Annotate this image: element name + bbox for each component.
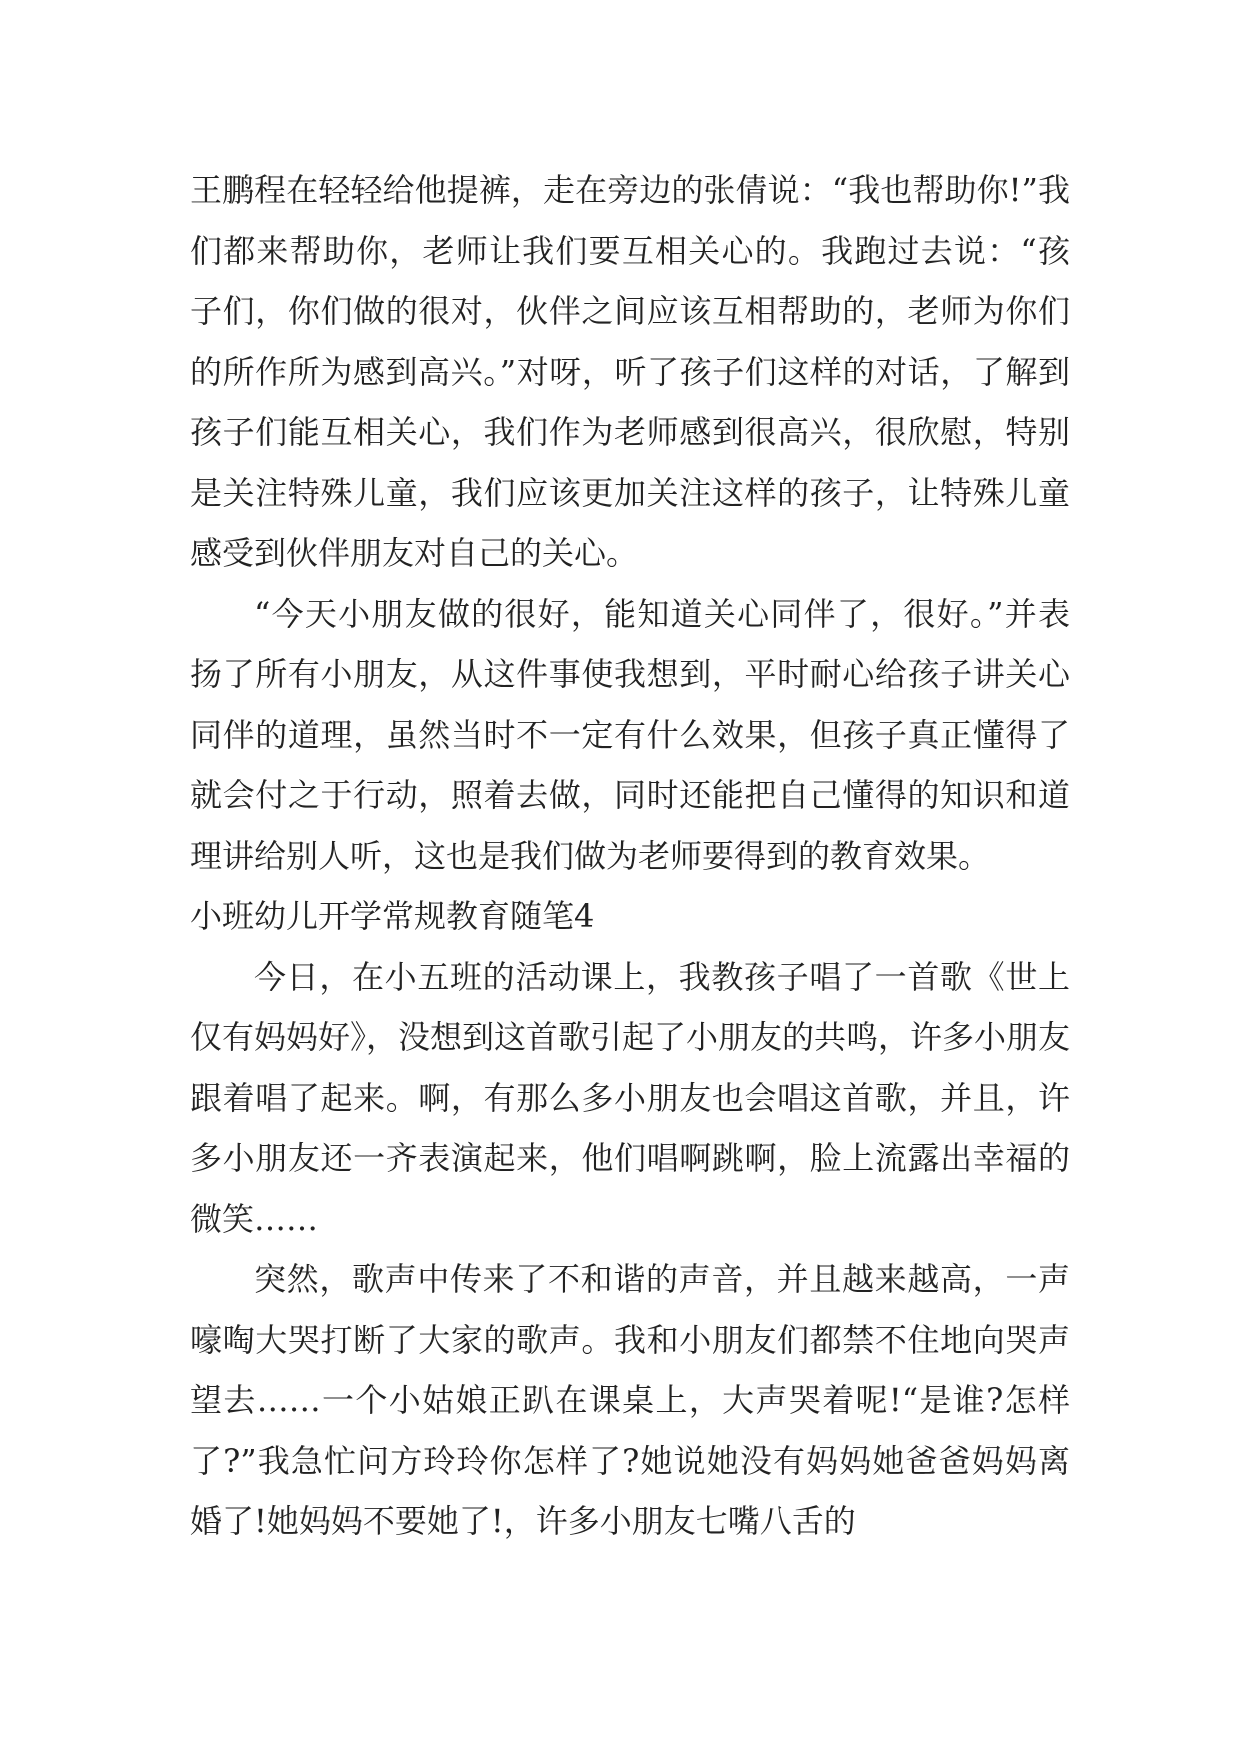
document-body bbox=[190, 160, 1070, 1552]
paragraph-1: 王鹏程在轻轻给他提裤，走在旁边的张倩说：“我也帮助你!”我们都来帮助你，老师让我们要互相关心的。我跑过去说：“孩子们，你们做的很对，伙伴之间应该互相帮助的，老师为你们的所作所为感到高兴。”对呀，听了孩子们这样的对话，了解到孩子们能互相关心，我们作为老师感到很高兴，很欣慰，特别是关注特殊儿童，我们应该更加关注这样的孩子，让特殊儿童感受到伙伴朋友对自己的关心。 bbox=[190, 171, 1070, 572]
paragraph-3: 今日，在小五班的活动课上，我教孩子唱了一首歌《世上仅有妈妈好》，没想到这首歌引起了小朋友的共鸣，许多小朋友跟着唱了起来。啊，有那么多小朋友也会唱这首歌，并且，许多小朋友还一齐表演起来，他们唱啊跳啊，脸上流露出幸福的微笑…… bbox=[190, 957, 1071, 1238]
paragraph-2: “今天小朋友做的很好，能知道关心同伴了，很好。”并表扬了所有小朋友，从这件事使我想到，平时耐心给孩子讲关心同伴的道理，虽然当时不一定有什么效果，但孩子真正懂得了就会付之于行动，照着去做，同时还能把自己懂得的知识和道理讲给别人听，这也是我们做为老师要得到的教育效果。 bbox=[190, 594, 1070, 875]
section-heading: 小班幼儿开学常规教育随笔4 bbox=[190, 897, 595, 935]
paragraph-4: 突然，歌声中传来了不和谐的声音，并且越来越高，一声嚎啕大哭打断了大家的歌声。我和小朋友们都禁不住地向哭声望去……一个小姑娘正趴在课桌上，大声哭着呢!“是谁?怎样了?”我急忙问方玲玲你怎样了?她说她没有妈妈她爸爸妈妈离婚了!她妈妈不要她了!，许多小朋友七嘴八舌的 bbox=[190, 1260, 1070, 1540]
